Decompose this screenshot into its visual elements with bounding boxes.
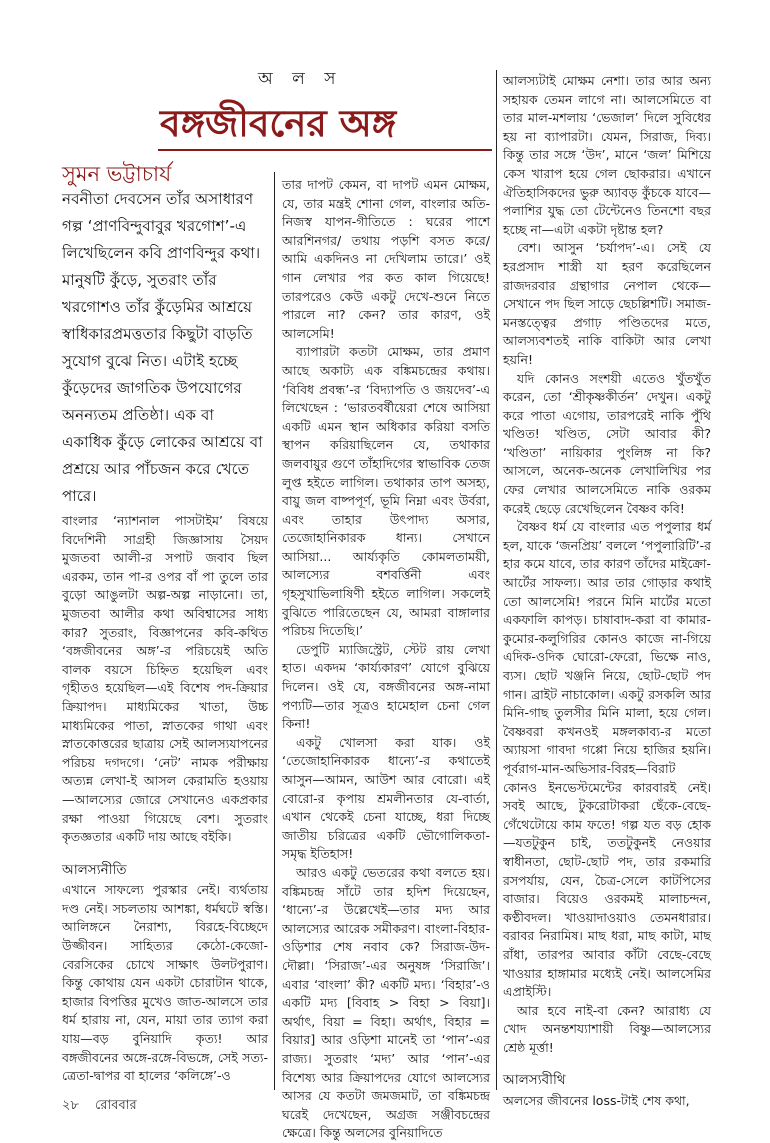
title-divider: [158, 149, 492, 151]
paragraph: বেশ। আসুন ‘চর্যাপদ’-এ। সেই যে হরপ্রসাদ শাস্ত্রী যা হরণ করেছিলেন রাজদরবার গ্রন্থাগার নেপাল থেকে—সেখানে পদ ছিল সাড়ে ছেচল্লিশটি। সমাজ-মনস্তত্ত্বের প্রগাঢ় পণ্ডিতদের মতে, আলস্যবশতই নাকি বাকিটা আর লেখা হয়নি!: [503, 240, 711, 367]
section-kicker: অ ল স: [258, 69, 343, 89]
paragraph: ব্যাপারটা কতটা মোক্ষম, তার প্রমাণ আছে অকাট্য এক বঙ্কিমচন্দ্রের কথায়। ‘বিবিধ প্রবন্ধ’-র ‘বিদ্যাপতি ও জয়দেব’-এ লিখেছেন : ‘ভারতবর্ষীয়েরা শেষে আসিয়া একটি এমন স্থান অধিকার করিয়া বসতি স্থাপন করিয়াছিলেন যে, তথাকার জলবায়ুর গুণে তাঁহাদিগের স্বাভাবিক তেজ লুপ্ত হইতে লাগিল। তথাকার তাপ অসহ্য, বায়ু জল বাষ্পপূর্ণ, ভূমি নিম্না এবং উর্বরা, এবং তাহার উৎপাদ্য অসার, তেজোহানিকারক ধান্য। সেখানে আসিয়া... আর্য্যকৃতি কোমলতাময়ী, আলস্যের বশবর্ত্তিনী এবং গৃহসুখাভিলাষিণী হইতে লাগিল। সকলেই বুঝিতে পারিতেছেন যে, আমরা বাঙ্গালার পরিচয় দিতেছি।’: [282, 344, 490, 639]
paragraph: আর হবে নাই-বা কেন? আরাধ্য যে খোদ অনন্তশয্যাশায়ী বিষ্ণু—আলস্যের শ্রেষ্ঠ মূর্ত্তা!: [503, 1002, 711, 1055]
lead-paragraph: [62, 186, 268, 510]
column-3-tail: অলসের জীবনের loss-টাই শেষ কথা,: [503, 1093, 690, 1109]
paragraph: একটু খোলসা করা যাক। ওই ‘তেজোহানিকারক ধান্যে’-র কথাতেই আসুন—আমন, আউশ আর বোরো। এই বোরো-র কৃপায় শ্রমলীনতার যে-বার্তা, এখান থেকেই চেনা যাচ্ছে, ধরা দিচ্ছে জাতীয় চরিত্রের একটি ভৌগোলিকতা-সমৃদ্ধ ইতিহাস!: [282, 734, 490, 862]
page-number: ২৮: [62, 1098, 79, 1113]
page-footer: [62, 1096, 149, 1117]
lead-text: নবনীতা দেবসেন তাঁর অসাধারণ গল্প ‘প্রাণবিন্দুবাবুর খরগোশ’-এ লিখেছিলেন কবি প্রাণবিন্দুর কথা। মানুষটি কুঁড়ে, সুতরাং তাঁর খরগোশও তাঁর কুঁড়েমির আশ্রয়ে স্বাধিকারপ্রমত্ততার কিছুটা বাড়তি সুযোগ বুঝে নিত। এটাই হচ্ছে কুঁড়েদের জাগতিক উপযোগের অনন্যতম প্রতিষ্ঠা। এক বা একাধিক কুঁড়ে লোকের আশ্রয়ে বা প্রশ্রয়ে আর পাঁচজন করে খেতে পারে।: [62, 190, 263, 505]
author-byline: সুমন ভট্টাচার্য: [62, 162, 172, 186]
paragraph: তার দাপট কেমন, বা দাপট এমন মোক্ষম, যে, তার মন্ত্রই শোনা গেল, বাংলার অতি-নিজস্ব যাপন-গীতিতে : ঘরের পাশে আরশিনগর/ তথায় পড়শি বসত করে/ আমি একদিনও না দেখিলাম তারে।’ ওই গান লেখার পর কত কাল গিয়েছে! তারপরেও কেউ একটু দেখে-শুনে নিতে পারলে না? কেন? তার কারণ, ওই আলসেমি!: [282, 177, 490, 341]
subhead-alasyaniti: আলস্যনীতি: [62, 861, 127, 878]
column-2: [282, 176, 490, 1143]
column-1-body: এখানে সাফল্যে পুরস্কার নেই। ব্যর্থতায় দণ্ড নেই। সচলতায় আশঙ্কা, ধর্মঘটে স্বস্তি। আলিঙ্গনে নৈরাশ্য, বিরহে-বিচ্ছেদে উজ্জীবন। সাহিত্যর কেঠো-কেজো-বেরসিকের চোখে সাক্ষাৎ উলটপুরাণ। কিন্তু কোথায় যেন একটা চোরাটান থাকে, হাজার বিপত্তির মুখেও জাত-আলসে তার ধর্ম হারায় না, যেন, মায়া তার ত্যাগ করা যায়—বড় বুনিয়াদি কৃত্য! আর বঙ্গজীবনের অঙ্গে-রঙ্গে-বিভঙ্গে, সেই সত্য-ত্রেতা-দ্বাপর বা হালের ‘কলিঙ্গে’-ও: [62, 882, 268, 1084]
paragraph: ডেপুটি ম্যাজিস্ট্রেট, স্টেট রায় লেখা হাত। একদম ‘কার্য্যকারণ’ যোগে বুঝিয়ে দিলেন। ওই যে, বঙ্গজীবনের অঙ্গ-নামা পণ্যটি—তার সূত্রও হামেহাল চেনা গেল কিনা!: [282, 641, 490, 732]
subhead-alasyabithi: আলস্যবীথি: [503, 1072, 566, 1089]
column-1: [62, 512, 268, 1086]
column-divider-2: [496, 70, 497, 1090]
column-divider-1: [274, 172, 275, 1090]
paragraph: বৈষ্ণব ধর্ম যে বাংলার এত পপুলার ধর্ম হল, যাকে ‘জনপ্রিয়’ বললে ‘পপুলারিটি’-র হার কমে যাবে, তার কারণ তাঁদের মাইক্রো-আর্টের সাফল্য। আর তার গোড়ার কথাই তো আলসেমি! পরনে মিনি মার্টের মতো একফালি কাপড়। চাষাবাদ-করা বা কামার-কুমোর-কলুগিরির কোনও কাজে না-গিয়ে এদিক-ওদিক ঘোরো-ফেরো, ভিক্ষে নাও, ব্যস। ছোট খঞ্জনি নিয়ে, ছোট-ছোট পদ গান। ব্রাইট নাচাকোল। একটু রসকলি আর মিনি-গাছ তুলসীর মিনি মালা, হয়ে গেল। বৈষ্ণবরা কখনওই মঙ্গলকাব্য-র মতো অ্যায়সা গাবদা গপ্পো নিয়ে হাজির হয়নি। পূর্বরাগ-মান-অভিসার-বিরহ—বিরাট কোনও ইনভেস্টমেন্টের কারবারই নেই। সবই আছে, টুকরোটাকরা ছেঁকে-বেছে-গেঁথেটোয়ে কাম ফতে! গল্প যত বড় হোক—যতটুকুন চাই, ততটুকুনই নেওয়ার স্বাধীনতা, ছোট-ছোট পদ, তার রকমারি রসপর্যায়, যেন, চৈত্র-সেলে কাটপিসের বাজার। বিয়েও ওরকমই মালাচন্দন, কণ্ঠীবদল। খাওয়াদাওয়াও তেমনধারার। বরাবর নিরামিষ। মাছ ধরা, মাছ কাটা, মাছ রাঁধা, তারপর আবার কাঁটা বেছে-বেছে খাওয়ার হাঙ্গামার মধ্যেই নেই। আলসেমির এপ্রাইস্টি।: [503, 519, 711, 1000]
article-title: বঙ্গজীবনের অঙ্গ: [160, 101, 397, 145]
paragraph: আলস্যটাই মোক্ষম নেশা। তার আর অন্য সহায়ক তেমন লাগে না। আলসেমিতে বা তার মাল-মশলায় ‘ভেজাল’ দিলে সুবিধের হয় না ব্যাপারটা। যেমন, সিরাজ, দিব্য। কিন্তু তার সঙ্গে ‘উদ’, মানে ‘জল’ মিশিয়ে কেস খারাপ হয়ে গেল ছোকরার। এখানে ঐতিহাসিকদের ভুরু অ্যাবড় কুঁচকে যাবে—পলাশির যুদ্ধ তো টেন্টেনেও তিনশো বছর হচ্ছে না—এটা একটা দৃষ্টান্ত হল?: [503, 73, 711, 237]
paragraph: যদি কোনও সংশয়ী এতেও খুঁতখুঁত করেন, তো ‘শ্রীকৃষ্ণকীর্তন’ দেখুন। একটু করে পাতা এগোয়, তারপরেই নাকি পুঁথি খণ্ডিত! খণ্ডিত, সেটা আবার কী? ‘খণ্ডিতা’ নায়িকার পুংলিঙ্গ না কি? আসলে, অনেক-অনেক লেখালিখির পর ফের লেখার আলসেমিতে নাকি ওরকম করেই ছেড়ে রেখেছিলেন বৈষ্ণব কবি!: [503, 370, 711, 516]
column-3: [503, 72, 711, 1111]
column-1-intro: বাংলার ‘ন্যাশনাল পাসটাইম’ বিষয়ে বিদেশিনী সাগ্রহী জিজ্ঞাসায় সৈয়দ মুজতবা আলী-র সপাট জবাব ছিল এরকম, তান পা-র ওপর বাঁ পা তুলে তার বুড়ো আঙুলটা অল্প-অল্প নাড়ানো। তা, মুজতবা আলীর কথা অবিশ্বাসের সাধ্য কার? সুতরাং, বিজ্ঞাপনের কবি-কথিত ‘বঙ্গজীবনের অঙ্গ’-র পরিচয়েই অতি বালক বয়সে চিহ্নিত হয়েছিল এবং গৃহীতও হয়েছিল—এই বিশেষ পদ-ক্রিয়ার ক্রিয়াপদ। মাধ্যমিকের খাতা, উচ্চ মাধ্যমিকের পাতা, স্নাতকের গাথা এবং স্নাতকোত্তরের ছাত্রায় সেই আলস্যযাপনের পরিচয় দগদগে। ‘নেট’ নামক পরীক্ষায় অত্যন্ন লেখা-ই আসল কেরামতি হওয়ায়—আলস্যের জোরে সেখানেও একপ্রকার রক্ষা পাওয়া গিয়েছে বেশ। সুতরাং কৃতজ্ঞতার একটি দায় আছে বইকি।: [62, 513, 268, 845]
paragraph: আরও একটু ভেতরের কথা বলতে হয়। বঙ্কিমচন্দ্র সাঁটে তার হদিশ দিয়েছেন, ‘ধান্যে’-র উল্লেখেই—তার মদ্য আর আলস্যের আরেক সমীকরণ। বাংলা-বিহার-ওড়িশার শেষ নবাব কে? সিরাজ-উদ-দৌল্লা। ‘সিরাজ’-এর অনুষঙ্গ ‘সিরাজি’। এবার ‘বাংলা’ কী? একটি মদ্য। ‘বিহার’-ও একটি মদ্য [বিবাহ > বিহা > বিয়া]। অর্থাৎ, বিয়া = বিহা। অর্থাৎ, বিহার = বিয়ার] আর ওড়িশা মানেই তা ‘পান’-এর রাজ্য। সুতরাং ‘মদ্য’ আর ‘পান’-এর বিশেষ্য আর ক্রিয়াপদের যোগে আলস্যের আসর যে কতটা জমজমাট, তা বঙ্কিমচন্দ্র ঘরেই দেখেছেন, অগ্রজ সঞ্জীবচন্দ্রের ক্ষেত্রে। কিন্তু অলসের বুনিয়াদিতে: [282, 864, 490, 1141]
magazine-name: রোববার: [95, 1098, 137, 1113]
